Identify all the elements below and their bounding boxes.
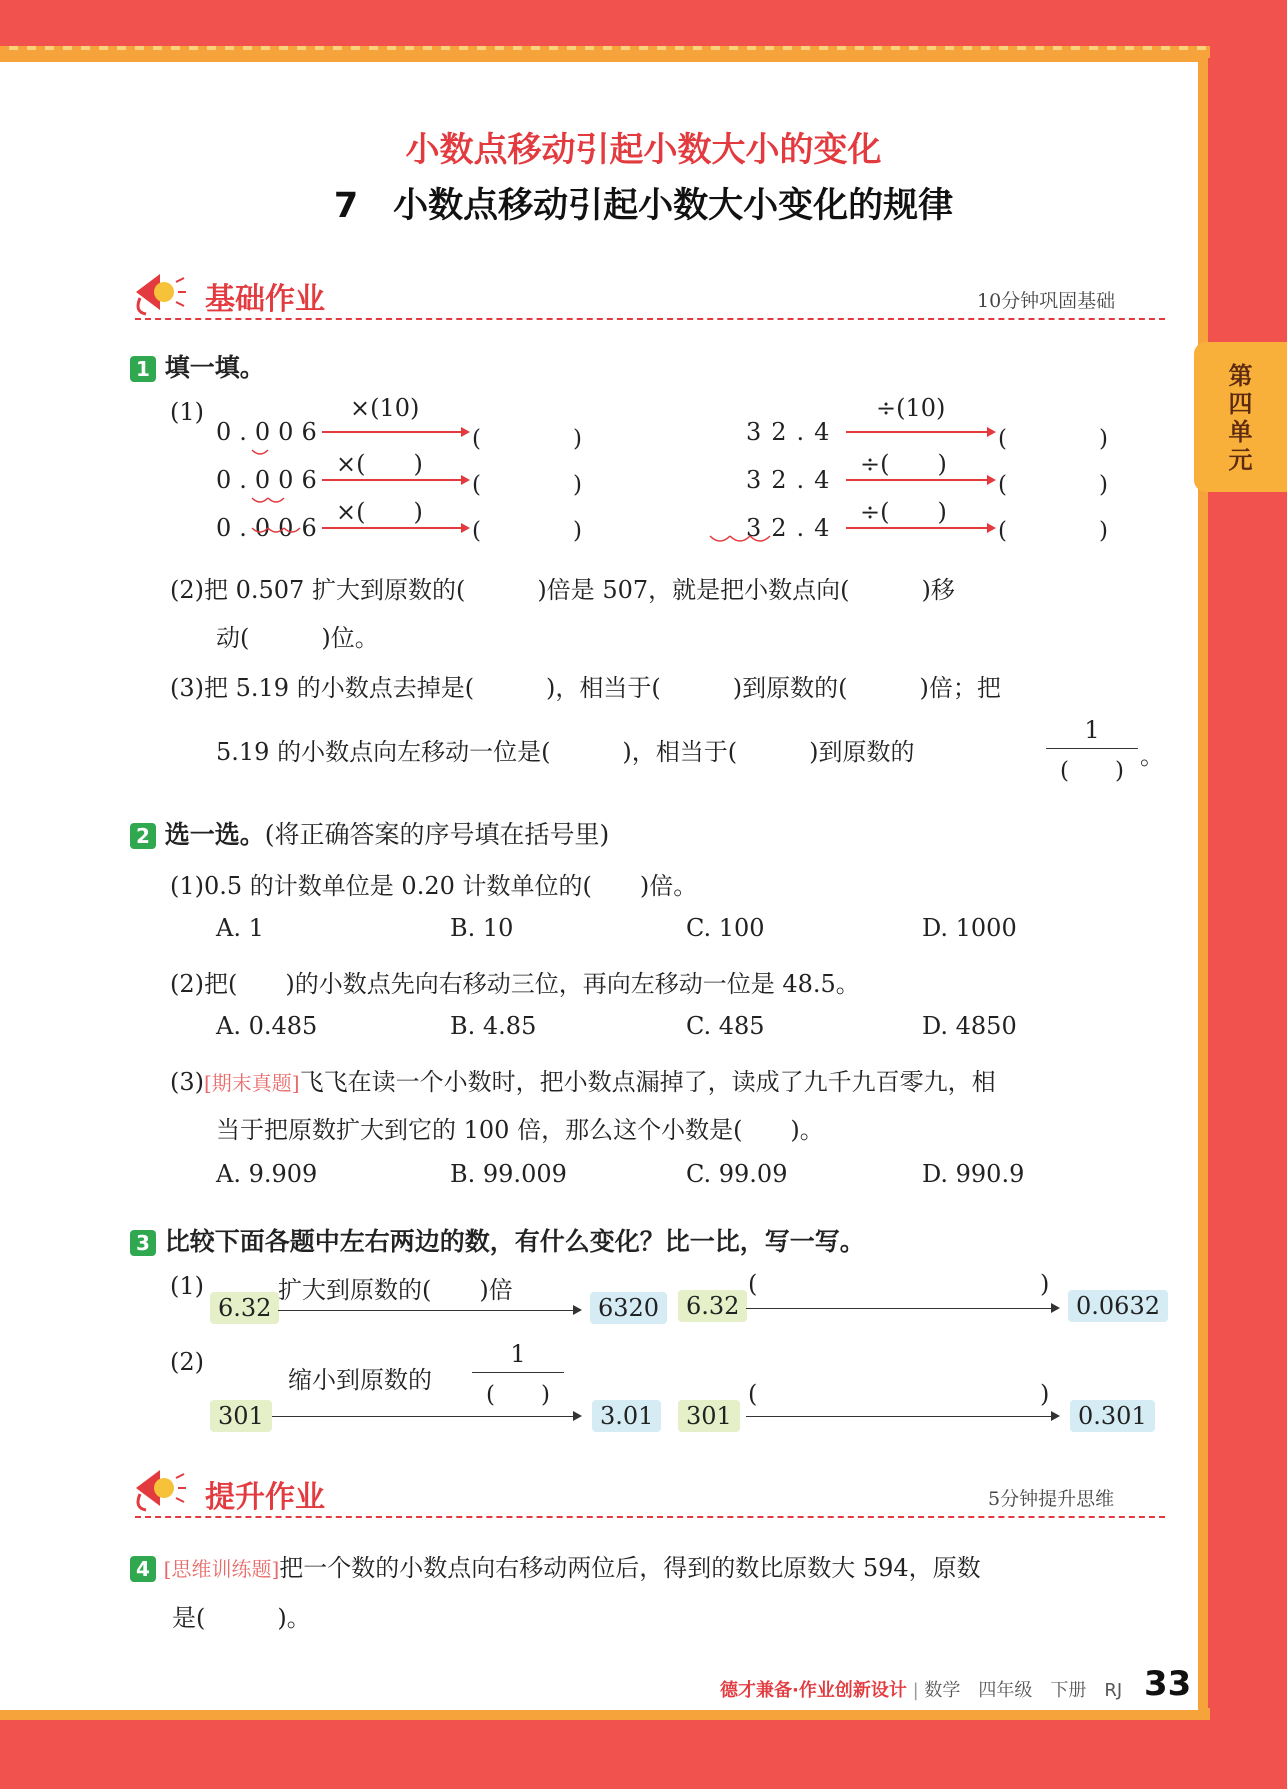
q1-left-number: 0.006 bbox=[216, 466, 325, 494]
q2-p3-option-d[interactable]: D. 990.9 bbox=[922, 1160, 1025, 1188]
footer-brand: 德才兼备·作业创新设计 bbox=[720, 1680, 907, 1701]
arrow-line bbox=[278, 1310, 580, 1311]
side-tab-char: 单 bbox=[1228, 418, 1253, 446]
decimal-shift-arcs bbox=[230, 440, 340, 540]
q2-part3-text: 飞飞在读一个小数时，把小数点漏掉了，读成了九千九百零九，相 bbox=[299, 1068, 996, 1096]
fraction-numerator: 1 bbox=[1084, 716, 1100, 744]
q2-number-badge: 2 bbox=[130, 823, 156, 849]
q2-p3-option-c[interactable]: C. 99.09 bbox=[686, 1160, 788, 1188]
page-number: 33 bbox=[1144, 1664, 1192, 1704]
lesson-title: 7 小数点移动引起小数大小变化的规律 bbox=[333, 186, 954, 226]
arrow-line bbox=[846, 431, 994, 433]
arrow-line bbox=[322, 479, 468, 481]
section-divider bbox=[135, 318, 1165, 320]
section-basic-title: 基础作业 bbox=[205, 282, 325, 317]
q2-p1-option-c[interactable]: C. 100 bbox=[686, 914, 765, 942]
q1-right-number: 32.4 bbox=[746, 514, 840, 542]
q1-part3-line2: 5.19 的小数点向左移动一位是( )，相当于( )到原数的 bbox=[216, 738, 915, 766]
q1-left-number: 0.006 bbox=[216, 514, 325, 542]
q1-part3-end: 。 bbox=[1140, 742, 1164, 770]
q3-part1-label: (1) bbox=[170, 1272, 204, 1300]
q1-left-op: ×(10) bbox=[350, 394, 420, 422]
q3-p2-result: 3.01 bbox=[592, 1400, 661, 1432]
footer: 德才兼备·作业创新设计 | 数学 四年级 下册 RJ bbox=[720, 1680, 1123, 1701]
megaphone-icon bbox=[130, 268, 186, 316]
q4-line1 bbox=[130, 1548, 981, 1583]
answer-arrow-blank[interactable] bbox=[746, 1308, 1058, 1309]
q2-p2-option-b[interactable]: B. 4.85 bbox=[450, 1012, 537, 1040]
q2-part3-line2: 当于把原数扩大到它的 100 倍，那么这个小数是( )。 bbox=[216, 1116, 824, 1144]
q1-number-badge: 1 bbox=[130, 356, 156, 382]
q1-part2-line2: 动( )位。 bbox=[216, 624, 379, 652]
arrow-line bbox=[846, 479, 994, 481]
q2-part1: (1)0.5 的计数单位是 0.20 计数单位的( )倍。 bbox=[170, 872, 698, 900]
exam-tag: [期末真题] bbox=[204, 1071, 300, 1095]
q1-right-op: ÷( ) bbox=[860, 498, 947, 526]
q3-p2-operation: 缩小到原数的 bbox=[288, 1366, 432, 1394]
page-title: 小数点移动引起小数大小的变化 bbox=[405, 130, 882, 170]
arrow-line bbox=[322, 527, 468, 529]
q2-part3-line1 bbox=[170, 1062, 996, 1097]
q3-p2-left-value: 301 bbox=[210, 1400, 272, 1432]
blank-open: ( bbox=[748, 1380, 758, 1408]
q1-left-op: ×( ) bbox=[336, 498, 423, 526]
q3-p1-left-value-2: 6.32 bbox=[678, 1290, 747, 1322]
blank-close: ) bbox=[1040, 1380, 1050, 1408]
megaphone-icon bbox=[130, 1464, 186, 1512]
arrow-line bbox=[846, 527, 994, 529]
answer-blank[interactable]: ( ) bbox=[998, 518, 1108, 544]
q2-title-note: (将正确答案的序号填在括号里) bbox=[264, 820, 610, 849]
q1-heading bbox=[130, 348, 265, 384]
q3-p1-result-2: 0.0632 bbox=[1068, 1290, 1168, 1322]
q1-left-op: ×( ) bbox=[336, 450, 423, 478]
q2-p2-option-a[interactable]: A. 0.485 bbox=[216, 1012, 318, 1040]
blank-open: ( bbox=[748, 1270, 758, 1298]
q1-part3-line1: (3)把 5.19 的小数点去掉是( )，相当于( )到原数的( )倍；把 bbox=[170, 674, 1001, 702]
section-advanced-note: 5分钟提升思维 bbox=[988, 1488, 1115, 1510]
section-advanced-title: 提升作业 bbox=[205, 1480, 325, 1515]
q3-p1-operation: 扩大到原数的( )倍 bbox=[278, 1276, 513, 1304]
q1-left-number: 0.006 bbox=[216, 418, 325, 446]
q3-p1-result: 6320 bbox=[590, 1292, 667, 1324]
fraction-denominator-blank[interactable]: ( ) bbox=[1060, 758, 1124, 784]
q1-part2-line1: (2)把 0.507 扩大到原数的( )倍是 507，就是把小数点向( )移 bbox=[170, 576, 955, 604]
q3-part2-label: (2) bbox=[170, 1348, 204, 1376]
answer-arrow-blank[interactable] bbox=[746, 1416, 1058, 1417]
arrow-line bbox=[322, 431, 468, 433]
q2-p3-option-a[interactable]: A. 9.909 bbox=[216, 1160, 318, 1188]
side-tab-char: 第 bbox=[1228, 362, 1253, 390]
answer-blank[interactable]: ( ) bbox=[472, 426, 582, 452]
fraction-numerator: 1 bbox=[510, 1340, 526, 1368]
q1-part1-label: (1) bbox=[170, 398, 204, 426]
q2-p2-option-c[interactable]: C. 485 bbox=[686, 1012, 765, 1040]
fraction-denominator-blank[interactable]: ( ) bbox=[486, 1382, 550, 1408]
section-basic-note: 10分钟巩固基础 bbox=[977, 290, 1116, 312]
fraction-bar bbox=[1046, 748, 1138, 749]
thinking-tag: [思维训练题] bbox=[163, 1557, 280, 1581]
q1-right-op: ÷( ) bbox=[860, 450, 947, 478]
q2-title: 选一选。 bbox=[164, 820, 265, 849]
side-tab-char: 四 bbox=[1228, 390, 1253, 418]
q3-p1-left-value: 6.32 bbox=[210, 1292, 279, 1324]
q4-number-badge: 4 bbox=[130, 1556, 156, 1582]
q4-line2: 是( )。 bbox=[172, 1604, 311, 1632]
arrow-line bbox=[272, 1416, 580, 1417]
q3-number-badge: 3 bbox=[130, 1230, 156, 1256]
side-tab-char: 元 bbox=[1228, 446, 1253, 474]
answer-blank[interactable]: ( ) bbox=[998, 426, 1108, 452]
q3-p2-left-value-2: 301 bbox=[678, 1400, 740, 1432]
answer-blank[interactable]: ( ) bbox=[472, 472, 582, 498]
q4-text: 把一个数的小数点向右移动两位后，得到的数比原数大 594，原数 bbox=[279, 1554, 981, 1582]
section-divider bbox=[135, 1516, 1165, 1518]
q2-p1-option-b[interactable]: B. 10 bbox=[450, 914, 514, 942]
answer-blank[interactable]: ( ) bbox=[472, 518, 582, 544]
q3-p2-result-2: 0.301 bbox=[1070, 1400, 1155, 1432]
footer-info: 数学 四年级 下册 RJ bbox=[924, 1680, 1123, 1701]
blank-close: ) bbox=[1040, 1270, 1050, 1298]
unit-side-tab bbox=[1194, 342, 1287, 492]
answer-blank[interactable]: ( ) bbox=[998, 472, 1108, 498]
fraction-bar bbox=[472, 1372, 564, 1373]
q1-title: 填一填。 bbox=[164, 353, 265, 382]
q3-title: 比较下面各题中左右两边的数，有什么变化？比一比，写一写。 bbox=[164, 1227, 865, 1256]
decimal-shift-arcs-right bbox=[700, 496, 820, 546]
q2-p2-option-d[interactable]: D. 4850 bbox=[922, 1012, 1017, 1040]
q1-right-op: ÷(10) bbox=[876, 394, 946, 422]
q2-heading bbox=[130, 815, 609, 851]
q2-p1-option-a[interactable]: A. 1 bbox=[216, 914, 264, 942]
q1-right-number: 32.4 bbox=[746, 418, 840, 446]
q3-heading bbox=[130, 1222, 865, 1258]
q2-part2: (2)把( )的小数点先向右移动三位，再向左移动一位是 48.5。 bbox=[170, 970, 860, 998]
q2-part3-label: (3) bbox=[170, 1068, 204, 1096]
q2-p1-option-d[interactable]: D. 1000 bbox=[922, 914, 1017, 942]
q2-p3-option-b[interactable]: B. 99.009 bbox=[450, 1160, 567, 1188]
q1-right-number: 32.4 bbox=[746, 466, 840, 494]
